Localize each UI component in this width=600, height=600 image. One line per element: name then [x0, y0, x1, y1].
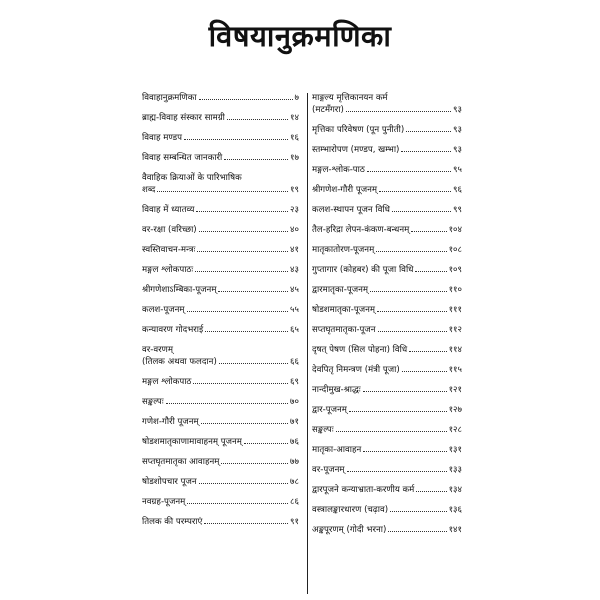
toc-leader-dots	[227, 119, 288, 120]
toc-left-column	[142, 92, 299, 536]
toc-entry-title: श्रीगणेशाऽम्बिका-पूजनम्	[142, 285, 217, 295]
toc-entry-title: श्रीगणेश-गौरी पूजनम्	[312, 185, 378, 195]
toc-leader-dots	[193, 383, 288, 384]
toc-leader-dots	[195, 271, 288, 272]
toc-entry-title: वस्त्रालङ्कारधारण (चढ़ाव)	[312, 505, 389, 515]
toc-entry-title: सप्तघृतमातृका-पूजन	[312, 325, 376, 335]
toc-page-number: ६५	[290, 325, 299, 335]
toc-entry-title: द्वारमातृका-पूजनम्	[312, 285, 369, 295]
toc-entry-title: विवाह सम्बन्धित जानकारी	[142, 153, 223, 163]
toc-entry-title: स्वस्तिवाचन-मन्त्रः	[142, 245, 196, 255]
toc-entry-title: मङ्गल श्लोकपाठः	[142, 265, 194, 275]
toc-page-number: ८६	[290, 497, 299, 507]
toc-page-number: १२१	[448, 385, 462, 395]
toc-leader-dots	[157, 191, 288, 192]
toc-leader-dots	[347, 471, 447, 472]
toc-entry-title: विवाह में ध्यातव्य	[142, 205, 195, 215]
toc-entry	[312, 284, 462, 296]
toc-entry	[142, 264, 299, 276]
toc-entry	[312, 92, 462, 116]
toc-entry-line	[312, 104, 462, 116]
toc-leader-dots	[377, 311, 447, 312]
toc-page-number: ४५	[290, 285, 299, 295]
toc-page-number: ५५	[290, 305, 299, 315]
toc-page-number: १११	[448, 305, 462, 315]
toc-entry-title: मातृकातोरण-पूजनम्	[312, 245, 375, 255]
toc-entry	[312, 244, 462, 256]
page-title: विषयानुक्रमणिका	[208, 19, 392, 53]
toc-page-number: १२८	[448, 425, 462, 435]
toc-leader-dots	[390, 511, 447, 512]
toc-entry	[312, 124, 462, 136]
toc-entry-title: मङ्गल श्लोकपाठ	[142, 377, 192, 387]
toc-entry-title: सप्तघृतमातृका आवाहनम्	[142, 457, 220, 467]
toc-leader-dots	[406, 131, 451, 132]
toc-entry-title: मङ्गल-श्लोक-पाठ	[312, 165, 365, 175]
toc-entry	[142, 92, 299, 104]
toc-page-number: ४३	[290, 265, 299, 275]
toc-leader-dots	[184, 139, 288, 140]
toc-page-number: ९५	[453, 165, 462, 175]
toc-leader-dots	[409, 351, 446, 352]
toc-entry	[142, 224, 299, 236]
toc-page-number: ११४	[448, 345, 462, 355]
toc-entry	[312, 264, 462, 276]
toc-leader-dots	[401, 151, 451, 152]
toc-entry-title: शब्द	[142, 185, 156, 195]
toc-page-number: १३६	[448, 505, 462, 515]
toc-page-number: १०४	[448, 225, 462, 235]
toc-entry	[312, 344, 462, 356]
toc-entry-title: कलश-स्थापन पूजन विधि	[312, 205, 390, 215]
toc-leader-dots	[205, 331, 288, 332]
toc-page-number: ६६	[290, 357, 299, 367]
toc-page-number: १३३	[448, 465, 462, 475]
toc-entry	[312, 524, 462, 536]
toc-page-number: ६९	[290, 377, 299, 387]
toc-leader-dots	[199, 483, 288, 484]
toc-page-number: ७७	[290, 457, 299, 467]
toc-entry	[142, 516, 299, 528]
toc-entry	[142, 344, 299, 368]
toc-entry-title: षोडशमातृका-पूजनम्	[312, 305, 375, 315]
toc-leader-dots	[218, 291, 288, 292]
toc-entry	[312, 324, 462, 336]
toc-leader-dots	[224, 159, 288, 160]
toc-leader-dots	[187, 503, 288, 504]
toc-entry-title: षोडशमातृकाणामावाहनम् पूजनम्	[142, 437, 242, 447]
toc-page-number: ११२	[448, 325, 462, 335]
toc-page-number: १४	[290, 113, 299, 123]
toc-page-number: १६	[290, 133, 299, 143]
toc-entry-title: द्वारपूजने कन्याभ्राता-करणीय कर्म	[312, 485, 415, 495]
toc-entry-title: वर-पूजनम्	[312, 465, 345, 475]
toc-entry	[312, 384, 462, 396]
toc-entry	[142, 204, 299, 216]
toc-entry	[312, 484, 462, 496]
toc-page-number: २३	[290, 205, 299, 215]
toc-page-number: ७०	[290, 397, 299, 407]
toc-entry	[312, 164, 462, 176]
toc-entry	[142, 112, 299, 124]
toc-entry-title: तिलक की परम्पराएं	[142, 517, 203, 527]
toc-entry	[142, 416, 299, 428]
toc-entry-line	[142, 356, 299, 368]
toc-entry	[142, 172, 299, 196]
toc-entry	[142, 476, 299, 488]
toc-entry	[312, 184, 462, 196]
toc-entry-title: अङ्कपूरणम् (गोदी भरना)	[312, 525, 387, 535]
toc-leader-dots	[392, 211, 451, 212]
toc-entry	[312, 204, 462, 216]
toc-leader-dots	[199, 231, 288, 232]
toc-entry-title: गणेश-गौरी पूजनम्	[142, 417, 199, 427]
toc-entry	[312, 464, 462, 476]
toc-entry	[312, 224, 462, 236]
toc-leader-dots	[363, 451, 446, 452]
toc-page-number: १४१	[448, 525, 462, 535]
toc-entry	[142, 152, 299, 164]
toc-entry-title: (मटमँगरा)	[312, 105, 344, 115]
toc-entry	[312, 444, 462, 456]
toc-leader-dots	[363, 391, 447, 392]
toc-entry-title-line: माङ्गल्य मृत्तिकानयन कर्म	[312, 93, 388, 103]
toc-entry-title: मृत्तिका परिवेषण (पून पुनीती)	[312, 125, 405, 135]
toc-page-number: ७१	[290, 417, 299, 427]
toc-entry-title: गुप्तागार (कोहबर) की पूजा विधि	[312, 265, 414, 275]
toc-entry	[142, 376, 299, 388]
toc-page-number: १३१	[448, 445, 462, 455]
toc-page-number: ७८	[290, 477, 299, 487]
toc-entry-title: द्वार-पूजनम्	[312, 405, 347, 415]
toc-leader-dots	[166, 403, 288, 404]
toc-entry-title: नान्दीमुख-श्राद्धः	[312, 385, 361, 395]
toc-entry-title: तैल-हरिद्रा लेपन-कंकण-बन्धनम्	[312, 225, 410, 235]
toc-leader-dots	[221, 463, 288, 464]
toc-entry	[312, 424, 462, 436]
toc-page-number: ९३	[453, 105, 462, 115]
toc-page-number: ४१	[290, 245, 299, 255]
toc-right-column	[312, 92, 462, 544]
toc-entry-title: दृषत् पेषण (सिल पोहना) विधि	[312, 345, 408, 355]
toc-entry-title: नवग्रह-पूजनम्	[142, 497, 186, 507]
toc-entry-title-line: वर-वरणम्	[142, 345, 174, 355]
toc-page-number: ११५	[448, 365, 462, 375]
toc-leader-dots	[244, 443, 288, 444]
toc-entry-title: ब्राह्म-विवाह संस्कार सामग्री	[142, 113, 225, 123]
toc-leader-dots	[367, 171, 451, 172]
toc-entry-title: वर-रक्षा (वरिच्छा)	[142, 225, 197, 235]
toc-page-number: १७	[290, 153, 299, 163]
toc-entry-title: देवपितृ निमन्त्रण (मंत्री पूजा)	[312, 365, 400, 375]
toc-leader-dots	[415, 271, 446, 272]
toc-entry	[142, 436, 299, 448]
toc-leader-dots	[196, 211, 288, 212]
toc-entry-title: विवाह मण्डप	[142, 133, 183, 143]
toc-entry	[312, 404, 462, 416]
toc-page-number: ९१	[290, 517, 299, 527]
toc-page-number: ९६	[453, 185, 462, 195]
toc-leader-dots	[199, 99, 293, 100]
toc-entry	[142, 132, 299, 144]
toc-leader-dots	[197, 251, 288, 252]
toc-page-number: ९९	[453, 205, 462, 215]
toc-leader-dots	[336, 431, 447, 432]
toc-leader-dots	[411, 231, 446, 232]
toc-leader-dots	[370, 291, 447, 292]
toc-entry-title: सङ्कल्पः	[142, 397, 164, 407]
toc-page-number: ९३	[453, 145, 462, 155]
toc-entry	[312, 364, 462, 376]
toc-page-number: १९	[290, 185, 299, 195]
toc-entry	[142, 496, 299, 508]
toc-entry-title: कलश-पूजनम्	[142, 305, 185, 315]
column-divider	[307, 93, 308, 594]
toc-leader-dots	[378, 331, 447, 332]
toc-leader-dots	[201, 423, 288, 424]
toc-page-number: १०८	[448, 245, 462, 255]
toc-leader-dots	[388, 531, 446, 532]
toc-entry-title-line: वैवाहिक क्रियाओं के पारिभाषिक	[142, 173, 242, 183]
toc-page-number: ९३	[453, 125, 462, 135]
toc-leader-dots	[402, 371, 447, 372]
toc-leader-dots	[219, 363, 288, 364]
toc-leader-dots	[204, 523, 288, 524]
toc-page-number: ४०	[290, 225, 299, 235]
toc-entry-title: विवाहानुक्रमणिका	[142, 93, 197, 103]
toc-entry	[142, 304, 299, 316]
toc-page-number: ११०	[448, 285, 462, 295]
toc-entry-title: मातृका-आवाहन	[312, 445, 362, 455]
toc-entry-title: स्तम्भारोपण (मण्डप, खम्भा)	[312, 145, 400, 155]
toc-entry-title: (तिलक अथवा फलदान)	[142, 357, 217, 367]
toc-entry	[142, 456, 299, 468]
toc-leader-dots	[346, 111, 451, 112]
toc-entry-title: सङ्कल्पः	[312, 425, 334, 435]
toc-entry-title: षोडशोपचार पूजन	[142, 477, 197, 487]
toc-entry	[142, 324, 299, 336]
toc-leader-dots	[376, 251, 446, 252]
toc-entry	[312, 304, 462, 316]
toc-entry	[142, 396, 299, 408]
toc-leader-dots	[349, 411, 447, 412]
toc-leader-dots	[379, 191, 451, 192]
toc-leader-dots	[416, 491, 446, 492]
toc-page-number: १२७	[448, 405, 462, 415]
toc-entry-title: कन्यावरण गोदभराई	[142, 325, 204, 335]
toc-entry-line	[142, 184, 299, 196]
toc-entry	[312, 504, 462, 516]
toc-page-number: १३४	[448, 485, 462, 495]
toc-entry	[312, 144, 462, 156]
toc-page-number: ७६	[290, 437, 299, 447]
toc-leader-dots	[187, 311, 289, 312]
toc-entry	[142, 284, 299, 296]
toc-entry	[142, 244, 299, 256]
toc-page-number: १०९	[448, 265, 462, 275]
toc-page-number: ७	[294, 93, 299, 103]
